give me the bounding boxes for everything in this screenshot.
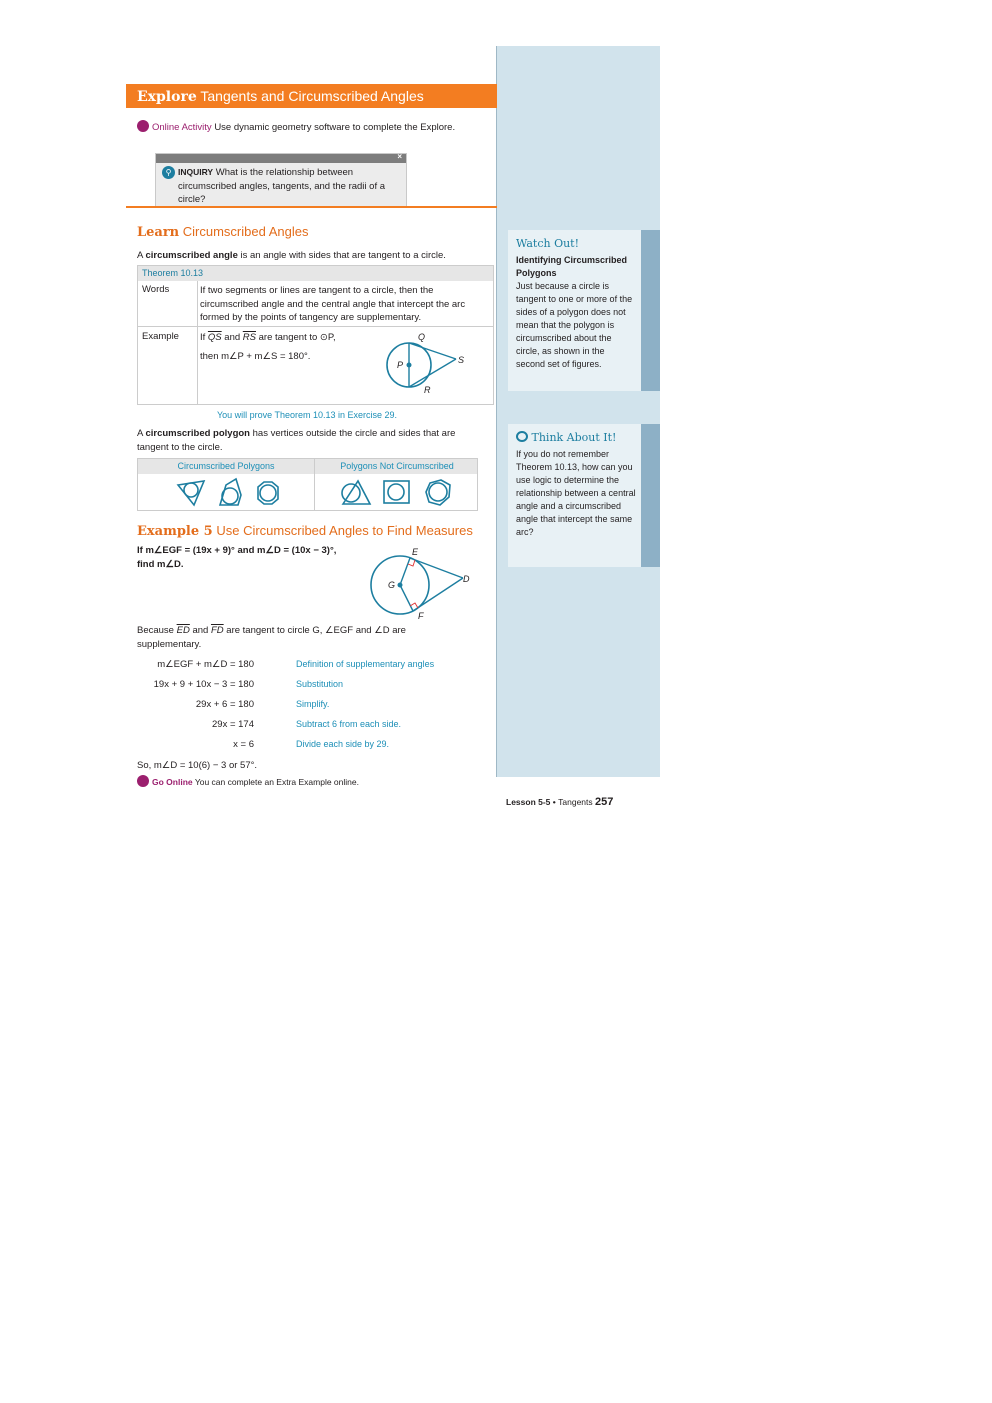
explore-title: Tangents and Circumscribed Angles [200, 88, 424, 104]
ex-and: and [224, 332, 241, 343]
inquiry-label: INQUIRY [178, 167, 214, 177]
because-statement [137, 624, 467, 651]
page-footer [506, 796, 613, 808]
segment-rs: $\overline{RS}$ [242, 332, 256, 343]
poly-term: circumscribed polygon [145, 428, 250, 439]
think-about-title-text: Think About It! [531, 431, 617, 444]
online-activity-text: Use dynamic geometry software to complete the Explore. [214, 122, 456, 133]
inquiry-question: What is the relationship between circumscribed angles, tangents, and the radii of a circle? [178, 167, 386, 205]
think-about-box [508, 424, 641, 567]
def-pre: A [137, 250, 143, 261]
solution-step [137, 719, 477, 733]
def-term: circumscribed angle [145, 250, 238, 261]
problem-line2: find m∠D. [137, 559, 184, 570]
learn-bold: Learn [137, 225, 180, 240]
online-activity-link[interactable]: Online Activity [152, 122, 212, 133]
problem-line1: If m∠EGF = (19x + 9)° and m∠D = (10x − 3)°, [137, 545, 337, 556]
poly-pre: A [137, 428, 143, 439]
center-point-g [398, 583, 403, 588]
watch-out-box [508, 230, 641, 391]
poly-post: has vertices outside the circle and sides that are tangent to the circle. [137, 428, 456, 453]
inquiry-box [155, 153, 407, 207]
step-equation: 29x + 6 = 180 [195, 699, 254, 710]
footer-separator: • [552, 797, 556, 807]
column-divider [496, 46, 497, 777]
tangent-ed [410, 558, 463, 578]
label-g: G [388, 580, 396, 590]
step-equation: x = 6 [233, 739, 254, 750]
pentagon-incircle [222, 488, 238, 504]
example5-problem [137, 544, 336, 572]
explore-bold: Explore [137, 89, 197, 105]
go-online-text: You can complete an Extra Example online. [194, 777, 359, 787]
example-text [200, 331, 380, 345]
example5-diagram [360, 545, 480, 622]
learn-title: Circumscribed Angles [182, 224, 309, 239]
def-post: is an angle with sides that are tangent to a circle. [240, 250, 446, 261]
learn-heading [137, 224, 308, 240]
ex-tail: are tangent to ⊙P, [258, 332, 336, 343]
watch-out-strip [641, 230, 660, 391]
go-online[interactable] [137, 775, 359, 787]
footer-topic: Tangents [558, 797, 593, 807]
sidebar-background [497, 46, 660, 777]
example5-bold: Example 5 [137, 524, 213, 539]
tangent-rs [409, 359, 456, 387]
step-reason: Divide each side by 29. [296, 739, 390, 749]
ex-if: If [200, 332, 206, 343]
label-q: Q [418, 332, 426, 342]
step-equation: 19x + 9 + 10x − 3 = 180 [153, 679, 254, 690]
because-pre: Because [137, 625, 174, 636]
watch-out-subtitle: Identifying Circumscribed Polygons [516, 255, 628, 278]
hexagon-incircle [260, 485, 276, 501]
think-about-text: If you do not remember Theorem 10.13, how can you use logic to determine the relationship between a central angle and a circumscribed angle that intercept the same arc? [516, 449, 636, 537]
step-reason: Definition of supplementary angles [296, 659, 435, 669]
words-text: If two segments or lines are tangent to a circle, then the circumscribed angle and the central angle that intercept the arc formed by the points of tangency are supplementary. [200, 285, 466, 323]
solution-step [137, 699, 477, 713]
circle-not-2 [388, 484, 404, 500]
col-not-circumscribed: Polygons Not Circumscribed [340, 461, 454, 471]
section-divider [126, 206, 497, 208]
example5-heading [137, 523, 473, 539]
because-post: are tangent to circle G, ∠EGF and ∠D are supplementary. [137, 625, 406, 650]
close-icon[interactable]: × [397, 152, 402, 161]
theorem-table [137, 265, 494, 405]
polygons-figures [138, 475, 479, 511]
radius-ge [400, 558, 410, 585]
watch-out-text: Just because a circle is tangent to one or more of the sides of a polygon does not mean that the polygon is circumscribed about the circle, as shown in the second set of figures. [516, 281, 633, 369]
cursor-icon [137, 120, 149, 132]
example5-title: Use Circumscribed Angles to Find Measures [216, 523, 473, 538]
segment-fd: $\overline{FD}$ [210, 625, 224, 636]
theorem-label: Theorem 10.13 [138, 266, 493, 281]
label-r: R [424, 385, 431, 395]
polygons-table [137, 458, 478, 511]
table-divider [197, 281, 198, 405]
thought-bubble-icon [516, 431, 528, 442]
label-s: S [458, 355, 465, 365]
tangent-qs [409, 343, 456, 359]
definition-circumscribed-polygon [137, 427, 482, 454]
page-number: 257 [595, 796, 614, 808]
footer-lesson: Lesson 5-5 [506, 797, 551, 807]
circle-not-3 [429, 483, 447, 501]
solution-step [137, 739, 477, 753]
prove-note[interactable]: You will prove Theorem 10.13 in Exercise 29. [216, 410, 398, 420]
label-d: D [463, 574, 470, 584]
label-f: F [418, 611, 424, 621]
tangent-fd [413, 578, 463, 611]
step-equation: 29x = 174 [212, 719, 254, 730]
inquiry-header-bar [156, 154, 406, 163]
search-icon: ⚲ [162, 166, 175, 179]
example-label: Example [142, 331, 179, 342]
think-about-title [516, 431, 616, 444]
step-reason: Subtract 6 from each side. [296, 719, 402, 729]
step-reason: Simplify. [296, 699, 330, 709]
example-then: then m∠P + m∠S = 180°. [200, 351, 311, 362]
online-activity[interactable] [137, 120, 477, 135]
think-about-strip [641, 424, 660, 567]
table-divider [138, 326, 493, 327]
segment-qs: $\overline{QS}$ [207, 332, 222, 343]
solution-step [137, 679, 477, 693]
watch-out-title: Watch Out! [516, 237, 580, 250]
words-label: Words [142, 284, 170, 295]
segment-ed: $\overline{ED}$ [176, 625, 190, 636]
triangle-incircle [184, 483, 198, 497]
definition-circumscribed-angle [137, 249, 497, 263]
col-circumscribed: Circumscribed Polygons [177, 461, 275, 471]
cursor-icon [137, 775, 149, 787]
label-e: E [412, 547, 419, 557]
explore-header [126, 84, 497, 108]
tangent-diagram [378, 331, 478, 401]
inquiry-text [178, 166, 404, 207]
conclusion: So, m∠D = 10(6) − 3 or 57°. [137, 760, 258, 771]
because-and: and [192, 625, 209, 636]
go-online-link[interactable]: Go Online [152, 777, 193, 787]
step-equation: m∠EGF + m∠D = 180 [157, 659, 254, 670]
label-p: P [397, 360, 404, 370]
center-point-p [407, 363, 412, 368]
step-reason: Substitution [296, 679, 344, 689]
triangle-circumscribed [178, 481, 204, 505]
radius-gf [400, 585, 413, 611]
solution-step [137, 659, 477, 673]
